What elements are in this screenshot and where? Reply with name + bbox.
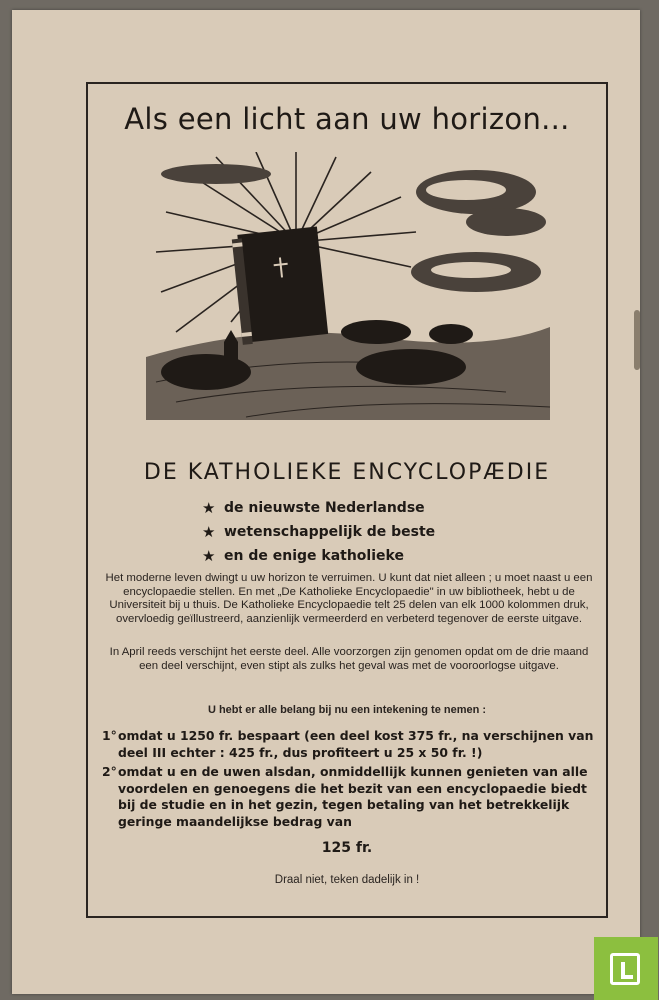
book-landscape-illustration [146, 152, 550, 420]
closing-call-to-action: Draal niet, teken dadelijk in ! [274, 874, 420, 886]
schedule-paragraph: In April reeds verschijnt het eerste deel. Alle voorzorgen zijn genomen opdat om de drie maand een deel verschijnt, even stipt als zulks het geval was met de vooroorlogse uitgave. [109, 646, 589, 672]
intro-paragraph: Het moderne leven dwingt u uw horizon te verruimen. U kunt dat niet alleen ; u moet naast u een encyclopaedie stellen. En met „De Katholieke Encyclopaedie" in uw bibliotheek, hebt u de Universiteit bij u thuis. De Katholieke Encyclopaedie telt 25 delen van elk 1000 kolommen druk, overvloedig geïllustreerd, aanzienlijk vermeerderd en verbeterd tegenover de eerste uitgave. [105, 572, 593, 625]
encyclopedia-title: DE KATHOLIEKE ENCYCLOPÆDIE [143, 460, 551, 485]
reason-item-2 [102, 764, 598, 830]
headline: Als een licht aan uw horizon... [124, 102, 570, 136]
reason-number: 2° [102, 764, 117, 779]
feature-list [202, 496, 542, 568]
reason-text: omdat u 1250 fr. bespaart (een deel kost 375 fr., na verschijnen van deel III echter : 425 fr., dus profiteert u 25 x 50 fr. !) [118, 728, 594, 760]
feature-text: wetenschappelijk de beste [224, 524, 436, 540]
feature-text: en de enige katholieke [224, 548, 404, 564]
advertisement-frame [86, 82, 608, 918]
reason-item-1 [102, 728, 598, 761]
catalog-logo-icon [594, 937, 658, 1000]
page-edge-tab [634, 310, 640, 370]
feature-text: de nieuwste Nederlandse [224, 500, 425, 516]
reason-text: omdat u en de uwen alsdan, onmiddellijk kunnen genieten van alle voordelen en genoegens die het bezit van een encyclopaedie biedt bij de studie en in het gezin, tegen betaling van het betrekkelijk geringe maandelijkse bedrag van [118, 764, 588, 829]
logo-mark [610, 953, 640, 985]
feature-item [202, 496, 542, 520]
document-page [12, 10, 640, 994]
feature-item [202, 544, 542, 568]
star-icon: ★ [202, 547, 216, 565]
monthly-price: 125 fr. [321, 840, 373, 856]
subscription-callout: U hebt er alle belang bij nu een intekening te nemen : [207, 704, 487, 716]
reason-number: 1° [102, 728, 117, 743]
feature-item [202, 520, 542, 544]
star-icon: ★ [202, 499, 216, 517]
star-icon: ★ [202, 523, 216, 541]
